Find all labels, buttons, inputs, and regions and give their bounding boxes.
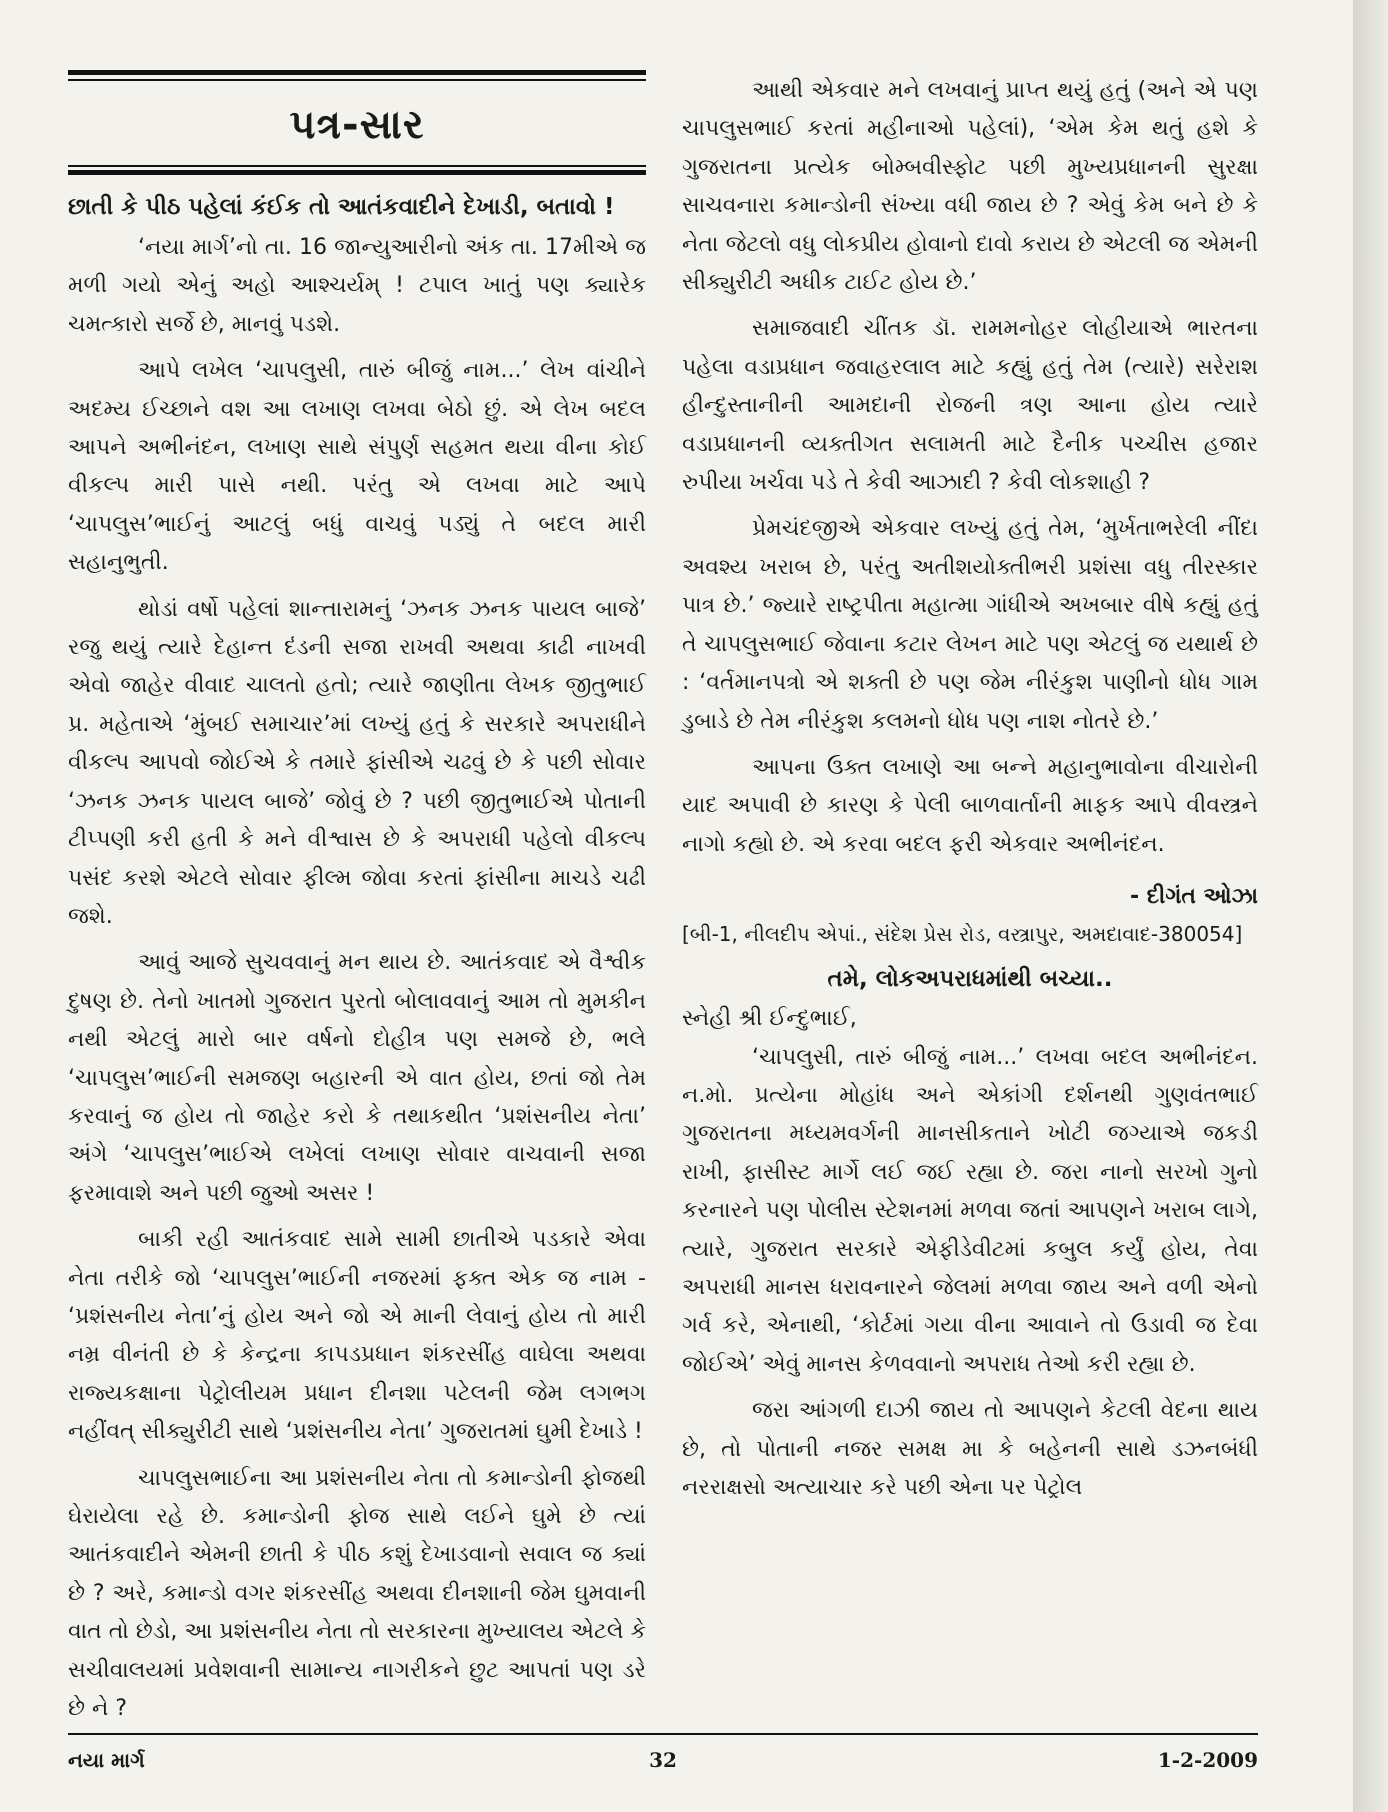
top-rule-thin (68, 79, 646, 81)
section-rule-thin (68, 165, 646, 167)
letter1-paragraph: આથી એકવાર મને લખવાનું પ્રાપ્ત થયું હતું (અને એ પણ ચાપલુસભાઈ કરતાં મહીનાઓ પહેલાં), ‘એમ કેમ થતું હશે કે ગુજરાતના પ્રત્યેક બોમ્બવીસ્ફોટ પછી મુખ્યપ્રધાનની સુરક્ષા સાચવનારા કમાન્ડોની સંખ્યા વધી જાય છે ? એવું કેમ બને છે કે નેતા જેટલો વધુ લોકપ્રીય હોવાનો દાવો કરાય છે એટલી જ એમની સીક્યુરીટી અધીક ટાઈટ હોય છે.’ (682, 78, 1258, 296)
footer-page-number: 32 (649, 1748, 677, 1772)
letter2-paragraph: જરા આંગળી દાઝી જાય તો આપણને કેટલી વેદના થાય છે, તો પોતાની નજર સમક્ષ મા કે બહેનની સાથે ડઝનબંધી નરરાક્ષસો અત્યાચાર કરે પછી એના પર પેટ્રોલ (682, 1398, 1258, 1500)
right-column (682, 64, 1258, 1507)
footer-date: 1-2-2009 (1157, 1748, 1258, 1772)
letter1-paragraph: પ્રેમચંદજીએ એકવાર લખ્યું હતું તેમ, ‘મુર્ખતાભરેલી નીંદા અવશ્ય ખરાબ છે, પરંતુ અતીશયોક્તીભરી પ્રશંસા વધુ તીરસ્કાર પાત્ર છે.’ જ્યારે રાષ્ટ્રપીતા મહાત્મા ગાંધીએ અખબાર વીષે કહ્યું હતું તે ચાપલુસભાઈ જેવાના કટાર લેખન માટે પણ એટલું જ યથાર્થ છે : ‘વર્તમાનપત્રો એ શક્તી છે પણ જેમ નીરંકુશ પાણીનો ધોધ ગામ ડુબાડે છે તેમ નીરંકુશ કલમનો ધોધ પણ નાશ નોતરે છે.’ (682, 516, 1258, 734)
top-rule (68, 70, 646, 75)
section-rule (68, 170, 646, 175)
footer-rule (68, 1733, 1258, 1735)
page-edge (1353, 0, 1388, 1812)
letter2-headline: તમે, લોકઅપરાધમાંથી બચ્યા.. (827, 966, 1113, 993)
letter1-paragraph: ‘નયા માર્ગ’નો તા. 16 જાન્યુઆરીનો અંક તા. 17મીએ જ મળી ગયો એનું અહો આશ્ચર્યમ્ ! ટપાલ ખાતું પણ ક્યારેક ચમત્કારો સર્જે છે, માનવું પડશે. (68, 235, 646, 337)
section-title: પત્ર-સાર (289, 102, 425, 148)
letter1-paragraph: આપના ઉક્ત લખાણે આ બન્ને મહાનુભાવોના વીચારોની યાદ અપાવી છે કારણ કે પેલી બાળવાર્તાની માફક આપે વીવસ્ત્રને નાગો કહ્યો છે. એ કરવા બદલ ફરી એકવાર અભીનંદન. (682, 754, 1258, 857)
letter1-paragraph: બાકી રહી આતંકવાદ સામે સામી છાતીએ પડકારે એવા નેતા તરીકે જો ‘ચાપલુસ’ભાઈની નજરમાં ફક્ત એક જ નામ - ‘પ્રશંસનીય નેતા’નું હોય અને જો એ માની લેવાનું હોય તો મારી નમ્ર વીનંતી છે કે કેન્દ્રના કાપડપ્રધાન શંકરસીંહ વાઘેલા અથવા રાજ્યકક્ષાના પેટ્રોલીયમ પ્રધાન દીનશા પટેલની જેમ લગભગ નહીંવત્ સીક્યુરીટી સાથે ‘પ્રશંસનીય નેતા’ ગુજરાતમાં ઘુમી દેખાડે ! (68, 1227, 646, 1445)
footer-publication: નયા માર્ગ (68, 1748, 145, 1772)
letter1-signature: - દીગંત ઓઝા (1129, 884, 1258, 910)
letter2-paragraph: ‘ચાપલુસી, તારું બીજું નામ...’ લખવા બદલ અભીનંદન. ન.મો. પ્રત્યેના મોહાંધ અને એકાંગી દર્શનથી ગુણવંતભાઈ ગુજરાતના મધ્યમવર્ગની માનસીકતાને ખોટી જગ્યાએ જકડી રાખી, ફાસીસ્ટ માર્ગે લઈ જઈ રહ્યા છે. જરા નાનો સરખો ગુનો કરનારને પણ પોલીસ સ્ટેશનમાં મળવા જતાં આપણને ખરાબ લાગે, ત્યારે, ગુજરાત સરકારે એફીડેવીટમાં કબુલ કર્યું હોય, તેવા અપરાધી માનસ ધરાવનારને જેલમાં મળવા જાય અને વળી એનો ગર્વ કરે, એનાથી, ‘કોર્ટમાં ગયા વીના આવાને તો ઉડાવી જ દેવા જોઈએ’ એવું માનસ કેળવવાનો અપરાધ તેઓ કરી રહ્યા છે. (682, 1044, 1258, 1377)
letter1-paragraph: આપે લખેલ ‘ચાપલુસી, તારું બીજું નામ...’ લેખ વાંચીને અદમ્ય ઈચ્છાને વશ આ લખાણ લખવા બેઠો છું. એ લેખ બદલ આપને અભીનંદન, લખાણ સાથે સંપુર્ણ સહમત થયા વીના કોઈ વીકલ્પ મારી પાસે નથી. પરંતુ એ લખવા માટે આપે ‘ચાપલુસ’ભાઈનું આટલું બધું વાચવું પડ્યું તે બદલ મારી સહાનુભુતી. (68, 358, 646, 576)
left-column (68, 70, 646, 1728)
letter1-paragraph: ચાપલુસભાઈના આ પ્રશંસનીય નેતા તો કમાન્ડોની ફોજથી ઘેરાયેલા રહે છે. કમાન્ડોની ફોજ સાથે લઈને ઘુમે છે ત્યાં આતંકવાદીને એમની છાતી કે પીઠ કશું દેખાડવાનો સવાલ જ ક્યાં છે ? અરે, કમાન્ડો વગર શંકરસીંહ અથવા દીનશાની જેમ ઘુમવાની વાત તો છેડો, આ પ્રશંસનીય નેતા તો સરકારના મુખ્યાલય એટલે કે સચીવાલયમાં પ્રવેશવાની સામાન્ય નાગરીકને છુટ આપતાં પણ ડરે છે ને ? (68, 1465, 646, 1722)
letter2-salutation: સ્નેહી શ્રી ઈન્દુભાઈ, (682, 1006, 857, 1032)
letter1-paragraph: થોડાં વર્ષો પહેલાં શાન્તારામનું ‘ઝનક ઝનક પાયલ બાજે’ રજુ થયું ત્યારે દેહાન્ત દંડની સજા રાખવી અથવા કાઢી નાખવી એવો જાહેર વીવાદ ચાલતો હતો; ત્યારે જાણીતા લેખક જીતુભાઈ પ્ર. મહેતાએ ‘મુંબઈ સમાચાર’માં લખ્યું હતું કે સરકારે અપરાધીને વીકલ્પ આપવો જોઈએ કે તમારે ફાંસીએ ચઢવું છે કે પછી સોવાર ‘ઝનક ઝનક પાયલ બાજે’ જોવું છે ? પછી જીતુભાઈએ પોતાની ટીપ્પણી કરી હતી કે મને વીશ્વાસ છે કે અપરાધી પહેલો વીકલ્પ પસંદ કરશે એટલે સોવાર ફીલ્મ જોવા કરતાં ફાંસીના માચડે ચઢી જશે. (68, 596, 646, 929)
letter1-address: [બી-1, નીલદીપ એપાં., સંદેશ પ્રેસ રોડ, વસ્ત્રાપુર, અમદાવાદ-380054] (682, 922, 1243, 947)
letter1-headline: છાતી કે પીઠ પહેલાં કંઈક તો આતંકવાદીને દેખાડી, બતાવો ! (68, 194, 615, 220)
letter1-paragraph: સમાજવાદી ચીંતક ડૉ. રામમનોહર લોહીયાએ ભારતના પહેલા વડાપ્રધાન જવાહરલાલ માટે કહ્યું હતું તેમ (ત્યારે) સરેરાશ હીન્દુસ્તાનીની આમદાની રોજની ત્રણ આના હોય ત્યારે વડાપ્રધાનની વ્યક્તીગત સલામતી માટે દૈનીક પચ્ચીસ હજાર રુપીયા ખર્ચવા પડે તે કેવી આઝાદી ? કેવી લોકશાહી ? (682, 316, 1258, 496)
letter1-paragraph: આવું આજે સુચવવાનું મન થાય છે. આતંકવાદ એ વૈશ્વીક દુષણ છે. તેનો ખાતમો ગુજરાત પુરતો બોલાવવાનું આમ તો મુમકીન નથી એટલું મારો બાર વર્ષનો દોહીત્ર પણ સમજે છે, ભલે ‘ચાપલુસ’ભાઈની સમજણ બહારની એ વાત હોય, છતાં જો તેમ કરવાનું જ હોય તો જાહેર કરો કે તથાકથીત ‘પ્રશંસનીય નેતા’ અંગે ‘ચાપલુસ’ભાઈએ લખેલાં લખાણ સોવાર વાચવાની સજા ફરમાવાશે અને પછી જુઓ અસર ! (68, 950, 646, 1206)
